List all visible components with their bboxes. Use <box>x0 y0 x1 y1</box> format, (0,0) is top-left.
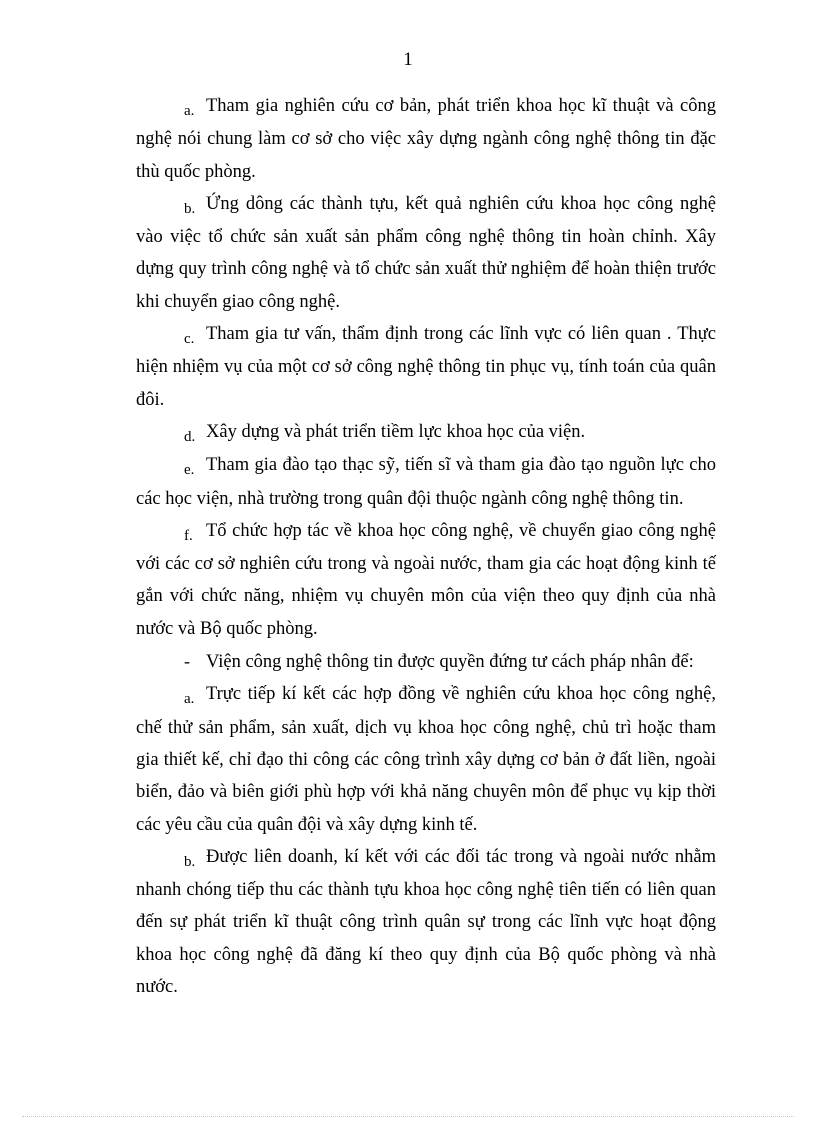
page-number: 1 <box>403 49 413 70</box>
paragraph-text: Xây dựng và phát triển tiềm lực khoa học của viện. <box>206 421 586 442</box>
list-marker: b. <box>184 200 196 217</box>
paragraph-text: Trực tiếp kí kết các hợp đồng về nghiên cứu khoa học công nghệ, chế thử sản phẩm, sản xuất, dịch vụ khoa học công nghệ, chủ trì hoặc tham gia thiết kế, chỉ đạo thi công các công trình xây dựng cơ bản ở đất liền, ngoài biển, đảo và biên giới phù hợp với khả năng chuyên môn để phục vụ kịp thời các yêu cầu của quân đội và xây dựng kinh tế. <box>136 684 716 835</box>
paragraph-text: Tổ chức hợp tác về khoa học công nghệ, về chuyển giao công nghệ với các cơ sở nghiên cứu trong và ngoài nước, tham gia các hoạt động kinh tế gắn với chức năng, nhiệm vụ chuyên môn của viện theo quy định của nhà nước và Bộ quốc phòng. <box>136 520 716 639</box>
paragraph-text: Được liên doanh, kí kết với các đối tác trong và ngoài nước nhằm nhanh chóng tiếp thu các thành tựu khoa học công nghệ tiên tiến có liên quan đến sự phát triển kĩ thuật công trình quân sự trong các lĩnh vực hoạt động khoa học công nghệ đã đăng kí theo quy định của Bộ quốc phòng và nhà nước. <box>136 846 716 998</box>
list-item <box>136 515 716 645</box>
list-marker: c. <box>184 331 195 348</box>
paragraph-text: Viện công nghệ thông tin được quyền đứng tư cách pháp nhân để: <box>206 652 694 673</box>
paragraph-text: Ứng dông các thành tựu, kết quả nghiên cứu khoa học công nghệ vào việc tổ chức sản xuất sản phẩm công nghệ thông tin hoàn chỉnh. Xây dựng quy trình công nghệ và tổ chức sản xuất thử nghiệm để hoàn thiện trước khi chuyển giao công nghệ. <box>136 193 716 312</box>
list-item <box>136 449 716 515</box>
list-item <box>136 90 716 188</box>
list-marker: f. <box>184 527 193 544</box>
list-item <box>136 678 716 840</box>
paragraph-text: Tham gia đào tạo thạc sỹ, tiến sĩ và tham gia đào tạo nguồn lực cho các học viện, nhà trường trong quân đội thuộc ngành công nghệ thông tin. <box>136 455 716 509</box>
list-item <box>136 318 716 416</box>
section-intro <box>136 645 716 678</box>
list-marker: a. <box>184 691 195 708</box>
list-marker: e. <box>184 462 195 479</box>
list-item <box>136 188 716 318</box>
paragraph-text: Tham gia nghiên cứu cơ bản, phát triển khoa học kĩ thuật và công nghệ nói chung làm cơ sở cho việc xây dựng ngành công nghệ thông tin đặc thù quốc phòng. <box>136 96 716 182</box>
list-marker: d. <box>184 428 196 445</box>
document-body <box>136 90 716 1003</box>
list-item <box>136 841 716 1003</box>
list-item <box>136 416 716 449</box>
page-bottom-rule <box>22 1116 794 1117</box>
paragraph-text: Tham gia tư vấn, thẩm định trong các lĩnh vực có liên quan . Thực hiện nhiệm vụ của một cơ sở công nghệ thông tin phục vụ, tính toán của quân đôi. <box>136 324 716 410</box>
list-marker: a. <box>184 103 195 119</box>
dash-marker: - <box>184 651 190 672</box>
list-marker: b. <box>184 853 196 870</box>
